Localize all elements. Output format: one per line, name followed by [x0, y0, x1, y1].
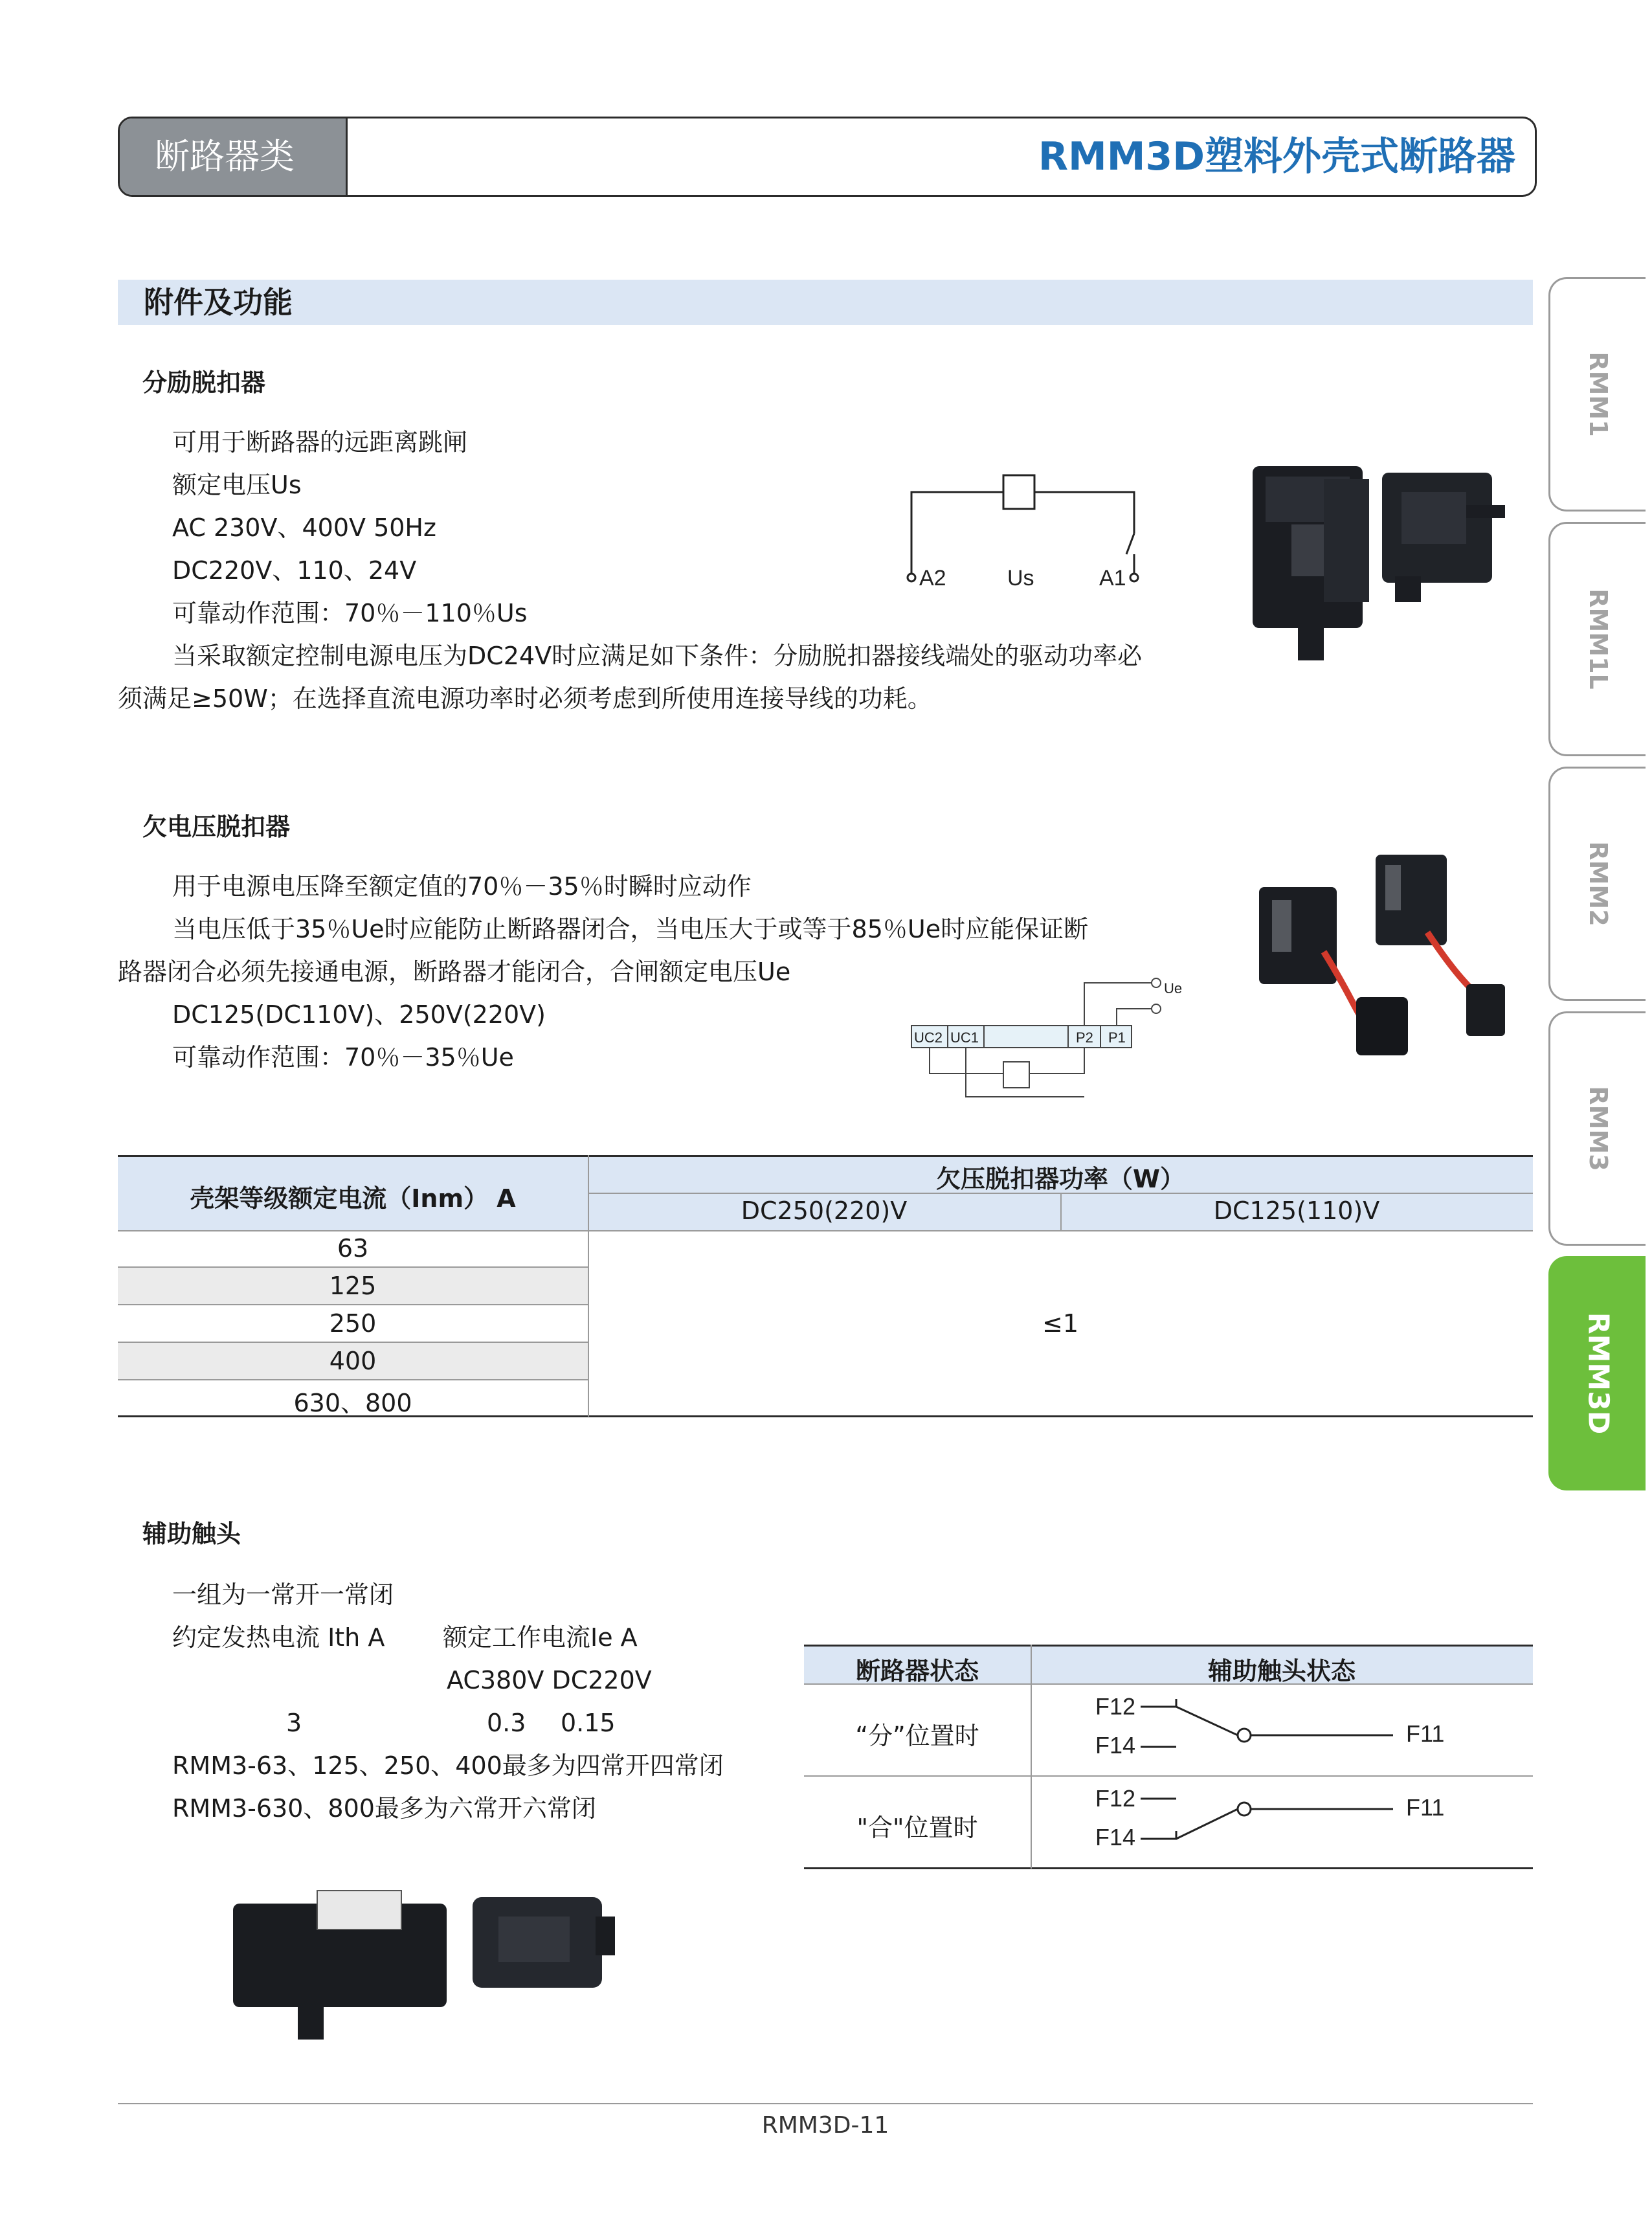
terminal-f11: F11 — [1406, 1794, 1445, 1821]
terminal-p2: P2 — [1076, 1029, 1093, 1046]
table-row-current: 63 — [337, 1234, 369, 1263]
table-rule-bottom — [804, 1867, 1533, 1869]
side-tab-rmm3d[interactable] — [1548, 1256, 1646, 1490]
col-header-power: 欠压脱扣器功率（W） — [936, 1165, 1185, 1193]
shunt-line: AC 230V、400V 50Hz — [172, 513, 436, 542]
undervoltage-line: 路器闭合必须先接通电源，断路器才能闭合，合闸额定电压Ue — [118, 958, 791, 986]
table-row-rule — [118, 1379, 588, 1380]
table-row-current: 125 — [329, 1272, 377, 1300]
aux-line: RMM3-63、125、250、400最多为四常开四常闭 — [172, 1751, 724, 1780]
section-band — [118, 280, 1533, 325]
table-header-rule — [118, 1230, 1533, 1231]
table-row-current: 630、800 — [293, 1389, 412, 1417]
terminal-a2: A2 — [919, 566, 946, 590]
header-contact-state: 辅助触头状态 — [1207, 1657, 1356, 1685]
shunt-line: 可靠动作范围：70％－110％Us — [172, 599, 528, 627]
shunt-line: DC220V、110、24V — [172, 556, 417, 585]
section-title: 附件及功能 — [144, 285, 293, 320]
terminal-f14: F14 — [1095, 1824, 1136, 1850]
undervoltage-line: 用于电源电压降至额定值的70％－35％时瞬时应动作 — [172, 872, 752, 901]
terminal-f14: F14 — [1095, 1732, 1136, 1759]
side-tab-label: RMM1L — [1583, 589, 1613, 690]
subheader-dc250: DC250(220)V — [741, 1197, 908, 1225]
aux-line: 0.15 — [561, 1709, 616, 1737]
aux-line: RMM3-630、800最多为六常开六常闭 — [172, 1794, 596, 1823]
side-tab-rmm1l[interactable] — [1548, 522, 1646, 756]
undervoltage-wiring-diagram — [906, 971, 1204, 1114]
state-open: “分”位置时 — [855, 1722, 979, 1750]
undervoltage-line: 当电压低于35％Ue时应能防止断路器闭合，当电压大于或等于85％Ue时应能保证断 — [172, 915, 1089, 943]
page-number: RMM3D-11 — [761, 2112, 889, 2139]
contact-symbol-open — [1031, 1685, 1533, 1775]
undervoltage-line: DC125(DC110V)、250V(220V) — [172, 1000, 546, 1029]
footer-rule — [118, 2103, 1533, 2104]
terminal-uc2: UC2 — [914, 1029, 943, 1046]
undervoltage-line: 可靠动作范围：70％－35％Ue — [172, 1043, 514, 1072]
undervoltage-release-photo — [1246, 842, 1531, 1062]
col-header-current: 壳架等级额定电流（Inm） A — [190, 1184, 516, 1213]
shunt-release-photo — [1246, 453, 1531, 686]
undervoltage-heading: 欠电压脱扣器 — [142, 813, 291, 841]
aux-line: 3 — [286, 1709, 302, 1737]
aux-contact-table — [804, 1645, 1533, 1871]
voltage-ue: Ue — [1164, 980, 1183, 996]
shunt-wiring-diagram — [893, 466, 1146, 596]
table-row-current: 250 — [329, 1309, 377, 1338]
header-breaker-state: 断路器状态 — [855, 1657, 979, 1685]
header-category: 断路器类 — [120, 118, 348, 195]
aux-line: 额定工作电流Ie A — [443, 1623, 638, 1652]
voltage-us: Us — [1007, 566, 1034, 590]
terminal-p1: P1 — [1108, 1029, 1126, 1046]
side-tab-rmm2[interactable] — [1548, 767, 1646, 1001]
side-tab-rmm3[interactable] — [1548, 1011, 1646, 1246]
terminal-f11: F11 — [1406, 1720, 1445, 1747]
table-row-rule — [118, 1266, 588, 1268]
power-value: ≤1 — [1042, 1309, 1079, 1338]
side-tab-label: RMM1 — [1583, 352, 1613, 437]
side-tab-label: RMM3D — [1581, 1312, 1614, 1435]
table-rule-top — [118, 1155, 1533, 1157]
terminal-uc1: UC1 — [950, 1029, 979, 1046]
shunt-line: 额定电压Us — [172, 471, 302, 499]
header-title: RMM3D塑料外壳式断路器 — [1038, 134, 1515, 179]
aux-heading: 辅助触头 — [142, 1520, 241, 1548]
table-row-rule — [118, 1304, 588, 1305]
undervoltage-power-table — [118, 1155, 1533, 1421]
shunt-heading: 分励脱扣器 — [142, 368, 266, 397]
terminal-f12: F12 — [1095, 1785, 1136, 1812]
state-closed: "合"位置时 — [856, 1814, 978, 1842]
side-tab-rmm1[interactable] — [1548, 277, 1646, 512]
side-tab-label: RMM2 — [1583, 841, 1613, 927]
page-header — [118, 117, 1537, 197]
terminal-f12: F12 — [1095, 1693, 1136, 1720]
aux-line: 0.3 — [487, 1709, 526, 1737]
shunt-line: 当采取额定控制电源电压为DC24V时应满足如下条件：分励脱扣器接线端处的驱动功率必 — [172, 642, 1143, 670]
auxiliary-contact-photo — [220, 1878, 621, 2052]
subheader-dc125: DC125(110)V — [1213, 1197, 1380, 1225]
aux-line: AC380V DC220V — [447, 1666, 652, 1694]
shunt-line: 可用于断路器的远距离跳闸 — [172, 428, 468, 456]
table-row-current: 400 — [329, 1347, 377, 1375]
aux-line: 一组为一常开一常闭 — [172, 1580, 394, 1609]
contact-symbol-closed — [1031, 1777, 1533, 1867]
aux-line: 约定发热电流 Ith A — [172, 1623, 385, 1652]
side-tab-label: RMM3 — [1583, 1086, 1613, 1171]
table-rule-top — [804, 1645, 1533, 1647]
terminal-a1: A1 — [1099, 566, 1126, 590]
shunt-line: 须满足≥50W；在选择直流电源功率时必须考虑到所使用连接导线的功耗。 — [118, 684, 932, 713]
table-row-rule — [118, 1342, 588, 1343]
